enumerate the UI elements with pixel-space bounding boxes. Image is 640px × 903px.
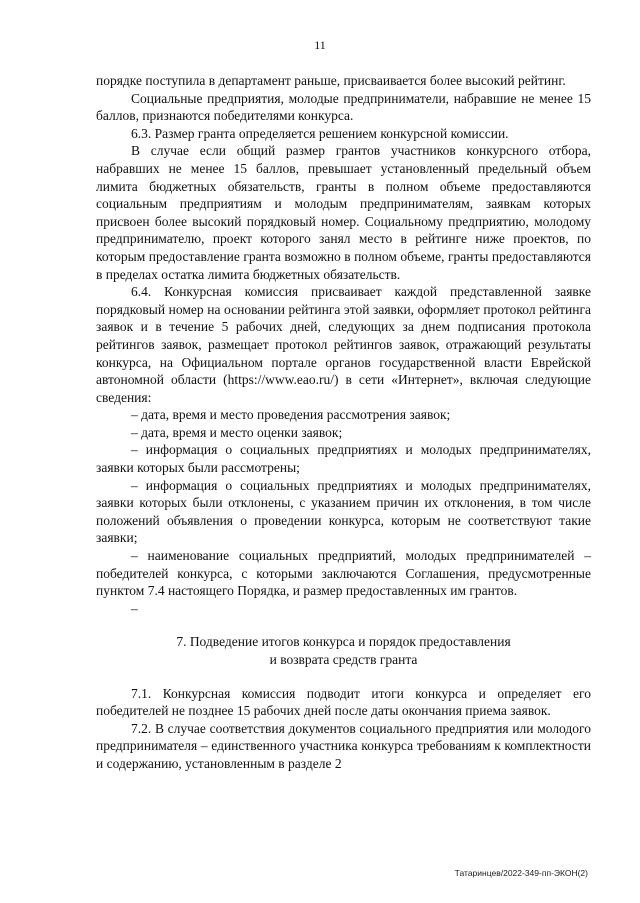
paragraph-7-2: 7.2. В случае соответствия документов социального предприятия или молодого предпринимателя – единственного участника конкурса требованиям к комплектности и содержанию, установленным в разделе 2: [96, 720, 591, 771]
list-item-evaluation-date: – дата, время и место оценки заявок;: [131, 424, 343, 440]
paragraph-ranking-continuation: порядке поступила в департамент раньше, присваивается более высокий рейтинг.: [96, 73, 566, 88]
list-item-review-date: – дата, время и место проведения рассмотрения заявок;: [131, 407, 451, 423]
list-item-rejected-applicants: – информация о социальных предприятиях и молодых предпринимателях, заявки которых были отклонены, с указанием причин их отклонения, в том числе положений объявления о проведении конкурса, которым не соответствуют такие заявки;: [96, 477, 591, 546]
section-7-heading-line-1: 7. Подведение итогов конкурса и порядок предоставления: [176, 634, 511, 650]
paragraph-6-4: 6.4. Конкурсная комиссия присваивает каждой представленной заявке порядковый номер на основании рейтинга этой заявки, оформляет протокол рейтинга заявок и в течение 5 рабочих дней, следующих за днем подписания протокола рейтингов заявок, размещает протокол рейтингов заявок, отражающий результаты конкурса, на Официальном портале органов государственной власти Еврейской автономной области (https://www.eao.ru/) в сети «Интернет», включая следующие сведения:: [96, 284, 591, 405]
page-number: 11: [314, 38, 326, 52]
paragraph-winners: Социальные предприятия, молодые предприниматели, набравшие не менее 15 баллов, признаются победителями конкурса.: [96, 90, 591, 124]
section-7-heading-line-2: и возврата средств гранта: [269, 652, 418, 667]
paragraph-6-3: 6.3. Размер гранта определяется решением конкурсной комиссии.: [131, 125, 509, 141]
document-body: [96, 72, 591, 773]
list-item-reviewed-applicants: – информация о социальных предприятиях и молодых предпринимателях, заявки которых были рассмотрены;: [96, 442, 591, 476]
footer-document-code: Татаринцев/2022-349-пп-ЭКОН(2): [454, 868, 588, 878]
list-item-empty-dash: –: [131, 600, 138, 616]
paragraph-7-1: 7.1. Конкурсная комиссия подводит итоги конкурса и определяет его победителей не позднее 15 рабочих дней после даты окончания приема заявок.: [96, 685, 591, 719]
paragraph-grant-limit: В случае если общий размер грантов участников конкурсного отбора, набравших не менее 15 баллов, превышает установленный предельный объем лимита бюджетных обязательств, гранты в полном объеме предоставляются социальным предприятиям и молодым предпринимателям, заявкам которых присвоен более высокий порядковый номер. Социальному предприятию, молодому предпринимателю, проект которого занял место в рейтинге ниже проектов, по которым предоставление гранта возможно в полном объеме, гранты предоставляются в пределах остатка лимита бюджетных обязательств.: [96, 143, 591, 282]
list-item-winners-names: – наименование социальных предприятий, молодых предпринимателей – победителей конкурса, с которыми заключаются Соглашения, предусмотренные пунктом 7.4 настоящего Порядка, и размер предоставленных им грантов.: [96, 548, 591, 599]
section-7-heading: [96, 633, 591, 668]
